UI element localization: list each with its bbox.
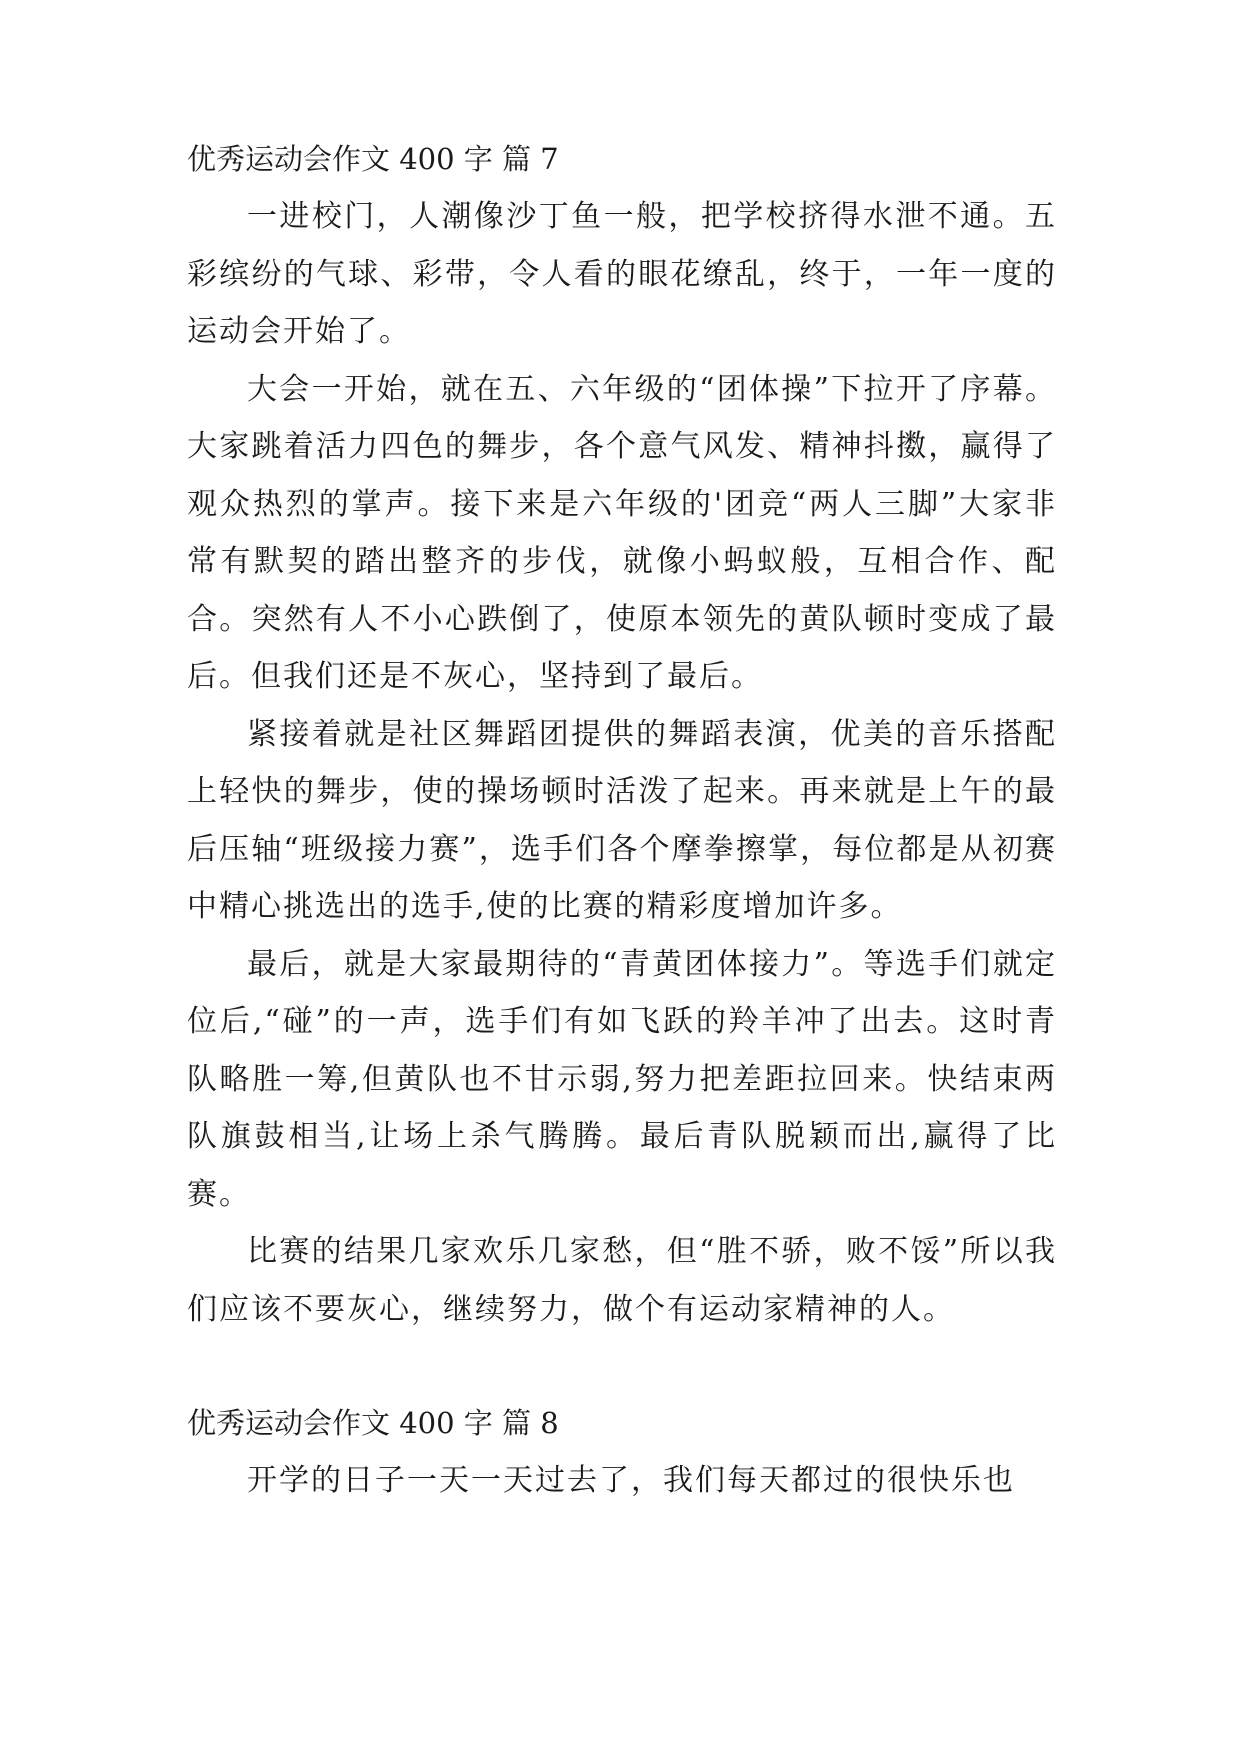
essay-7-paragraph-1: 一进校门，人潮像沙丁鱼一般，把学校挤得水泄不通。五彩缤纷的气球、彩带，令人看的眼花缭乱，终于，一年一度的运动会开始了。 — [187, 199, 1057, 349]
document-page — [187, 130, 1057, 1510]
essay-8-paragraph-1: 开学的日子一天一天过去了，我们每天都过的很快乐也 — [247, 1463, 1015, 1498]
essay-7-paragraph-5: 比赛的结果几家欢乐几家愁，但“胜不骄，败不馁”所以我们应该不要灰心，继续努力，做个有运动家精神的人。 — [187, 1234, 1057, 1327]
essay-7-paragraph-2: 大会一开始，就在五、六年级的“团体操”下拉开了序幕。大家跳着活力四色的舞步，各个意气风发、精神抖擞，赢得了观众热烈的掌声。接下来是六年级的'团竞“两人三脚”大家非常有默契的踏出整齐的步伐，就像小蚂蚁般，互相合作、配合。突然有人不小心跌倒了，使原本领先的黄队顿时变成了最后。但我们还是不灰心，坚持到了最后。 — [187, 371, 1057, 694]
essay-8-title: 优秀运动会作文 400 字 篇 8 — [187, 1406, 559, 1440]
section-spacer — [187, 1338, 1057, 1394]
essay-7-paragraph-3: 紧接着就是社区舞蹈团提供的舞蹈表演，优美的音乐搭配上轻快的舞步，使的操场顿时活泼了起来。再来就是上午的最后压轴“班级接力赛”，选手们各个摩拳擦掌，每位都是从初赛中精心挑选出的选手,使的比赛的精彩度增加许多。 — [187, 716, 1057, 924]
essay-7-paragraph-4: 最后，就是大家最期待的“青黄团体接力”。等选手们就定位后,“碰”的一声，选手们有如飞跃的羚羊冲了出去。这时青队略胜一筹,但黄队也不甘示弱,努力把差距拉回来。快结束两队旗鼓相当,让场上杀气腾腾。最后青队脱颖而出,赢得了比赛。 — [187, 946, 1057, 1212]
essay-7-title: 优秀运动会作文 400 字 篇 7 — [187, 142, 559, 176]
